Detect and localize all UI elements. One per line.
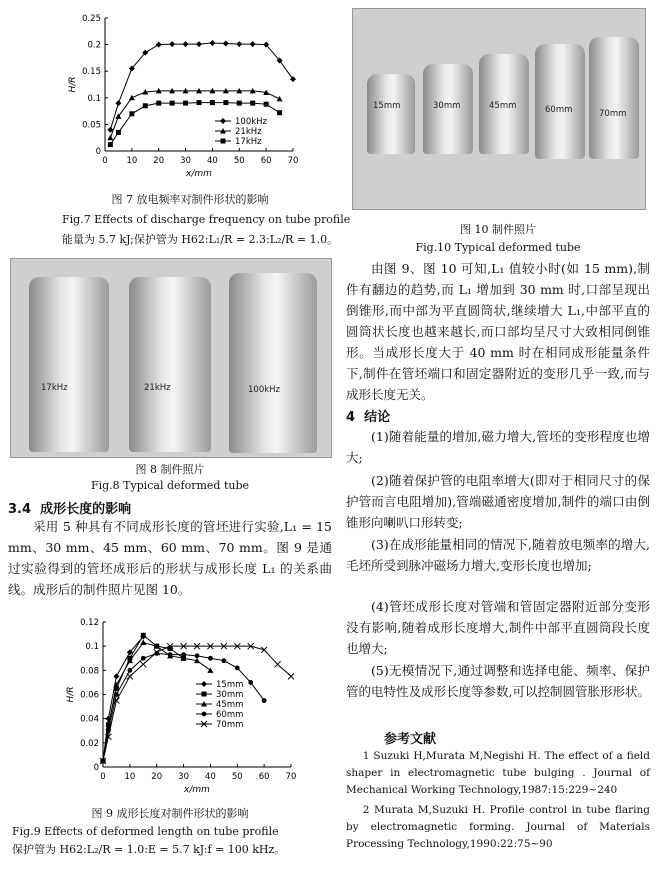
data-point	[209, 40, 215, 46]
legend-label: 100kHz	[235, 117, 267, 127]
data-point	[181, 652, 186, 657]
y-tick-label: 0.25	[82, 14, 101, 24]
fig7-caption-en: Fig.7 Effects of discharge frequency on tube profile	[62, 213, 351, 226]
data-point	[129, 111, 134, 116]
fig7-chart	[60, 8, 310, 178]
data-point	[140, 640, 146, 646]
data-point	[250, 41, 256, 47]
data-point	[143, 103, 148, 108]
fig8-caption-en: Fig.8 Typical deformed tube	[90, 479, 250, 492]
fig8-label: 100kHz	[248, 385, 280, 395]
x-tick-label: 60	[260, 156, 272, 166]
x-tick-label: 40	[205, 772, 216, 782]
x-tick-label: 10	[124, 772, 136, 782]
fig9-chart	[58, 614, 308, 799]
legend-label: 45mm	[216, 700, 244, 710]
result-paragraph: 由图 9、图 10 可知,L₁ 值较小时(如 15 mm),制件有翻边的趋势,而 L₁ 增加到 30 mm 时,口部呈现出倒锥形,而中部为平直圆筒状,继续增大 L₁,中部平直的圆筒状长度也越来越长,而口部均呈尺寸大致相同倒锥形。当成形长度大于 40 mm 时在相同成形能量条件下,制件在管坯端口和固定器附近的变形几乎一致,而与成形长度无关。	[346, 261, 650, 402]
legend-marker	[221, 139, 226, 144]
y-tick-label: 0.2	[87, 40, 101, 51]
data-point	[277, 96, 283, 102]
x-tick-label: 60	[258, 772, 270, 782]
fig10-label: 45mm	[489, 101, 517, 111]
fig10-label: 15mm	[373, 101, 401, 111]
y-tick-label: 0	[95, 147, 101, 157]
data-point	[156, 101, 161, 106]
data-point	[207, 667, 213, 673]
y-tick-label: 0.08	[80, 666, 99, 677]
fig10-caption-en: Fig.10 Typical deformed tube	[415, 241, 581, 254]
fig8-label: 17kHz	[41, 383, 68, 393]
fig8-caption-cn: 图 8 制件照片	[135, 463, 205, 476]
tube-70mm	[589, 37, 639, 159]
data-point	[264, 102, 269, 107]
legend-label: 30mm	[216, 690, 244, 700]
data-point	[208, 656, 213, 661]
legend-marker	[220, 118, 226, 124]
data-point	[115, 100, 121, 106]
y-tick-label: 0.06	[80, 690, 99, 701]
data-point	[114, 692, 119, 697]
section4-heading	[346, 406, 390, 425]
y-tick-label: 0.04	[80, 714, 99, 725]
y-tick-label: 0.05	[82, 120, 101, 131]
data-point	[197, 100, 202, 105]
data-point	[116, 130, 121, 135]
series-line	[103, 637, 143, 761]
x-tick-label: 10	[126, 156, 138, 166]
fig10-label: 30mm	[433, 101, 461, 111]
conclusion-2: (2)随着保护管的电阻率增大(即对于相同尺寸的保护管而言电阻增加),管端磁通密度增加,制件的端口由倒锥形向喇叭口形转变;	[346, 473, 650, 530]
x-tick-label: 30	[180, 156, 191, 166]
data-point	[250, 101, 255, 106]
fig10-photo	[352, 8, 646, 210]
legend-label: 60mm	[216, 710, 244, 720]
series-line	[103, 643, 210, 761]
x-tick-label: 70	[287, 156, 299, 166]
x-axis-title: x/mm	[184, 785, 210, 795]
data-point	[168, 652, 173, 657]
data-point	[236, 41, 242, 47]
data-point	[127, 668, 132, 673]
reference-2: 2 Murata M,Suzuki H. Profile control in tube flaring by electromagnetic forming. Journal of Materials Processing Technology,1990:22:75~90	[346, 804, 650, 850]
legend-label: 17kHz	[235, 137, 262, 147]
y-tick-label: 0.15	[82, 67, 101, 78]
data-point	[183, 101, 188, 106]
tube-60mm	[535, 44, 585, 159]
y-tick-label: 0.1	[87, 93, 101, 104]
y-tick-label: 0.1	[85, 642, 99, 653]
legend-label: 15mm	[216, 680, 244, 690]
fig9-caption-en: Fig.9 Effects of deformed length on tube profile	[12, 825, 279, 838]
data-point	[196, 41, 202, 47]
fig7-note: 能量为 5.7 kJ;保护管为 H62:L₁/R = 2.3:L₂/R = 1.0。	[62, 233, 339, 246]
fig10-label: 70mm	[599, 109, 627, 119]
data-point	[223, 100, 228, 105]
data-point	[277, 110, 282, 115]
fig9-note: 保护管为 H62:L₂/R = 1.0:E = 5.7 kJ:f = 100 kHz。	[12, 843, 286, 856]
y-tick-label: 0	[93, 763, 99, 773]
tube-100khz	[229, 273, 317, 453]
data-point	[262, 698, 267, 703]
x-axis-title: x/mm	[186, 169, 212, 178]
y-axis-title: H/R	[66, 686, 76, 703]
legend-marker	[202, 712, 207, 717]
section4-title: 结论	[364, 410, 391, 425]
section-heading	[8, 498, 131, 517]
y-tick-label: 0.02	[80, 738, 99, 749]
tube-21khz	[129, 277, 211, 452]
fig7-caption-cn: 图 7 放电频率对制件形状的影响	[111, 193, 269, 206]
data-point	[170, 101, 175, 106]
fig10-label: 60mm	[545, 105, 573, 115]
reference-1: 1 Suzuki H,Murata M,Negishi H. The effect of a field shaper in electromagnetic tube bulging . Journal of Mechanical Working Technology,1987:15:229~240	[346, 750, 650, 796]
section-paragraph: 采用 5 种具有不同成形长度的管坯进行实验,L₁ = 15 mm、30 mm、45 mm、60 mm、70 mm。图 9 是通过实验得到的管坯成形后的形状与成形长度 L₁ 的关系曲线。成形后的制件照片见图 10。	[8, 519, 332, 597]
x-tick-label: 20	[151, 772, 163, 782]
fig10-caption-cn: 图 10 制件照片	[460, 223, 536, 236]
section-title: 成形长度的影响	[40, 502, 132, 517]
data-point	[248, 680, 253, 685]
x-tick-label: 50	[231, 772, 243, 782]
tube-15mm	[367, 74, 415, 154]
data-point	[195, 653, 200, 658]
legend-marker	[201, 681, 207, 687]
tube-17khz	[29, 277, 109, 452]
fig8-photo	[10, 258, 332, 458]
data-point	[156, 42, 162, 48]
data-point	[223, 41, 229, 47]
x-tick-label: 0	[100, 772, 106, 782]
conclusion-5: (5)无模情况下,通过调整和选择电能、频率、保护管的电特性及成形长度等参数,可以控制圆管胀形形状。	[346, 663, 650, 699]
x-tick-label: 30	[178, 772, 189, 782]
x-tick-label: 0	[102, 156, 108, 166]
data-point	[113, 673, 119, 679]
x-tick-label: 50	[233, 156, 245, 166]
conclusion-4: (4)管坯成形长度对管端和管固定器附近部分变形没有影响,随着成形长度增大,制件中部平直圆筒段长度也增大;	[346, 599, 650, 656]
x-tick-label: 70	[285, 772, 297, 782]
conclusion-3: (3)在成形能量相同的情况下,随着放电频率的增大,毛坯所受到脉冲磁场力增大,变形长度也增加;	[346, 537, 650, 573]
conclusion-1: (1)随着能量的增加,磁力增大,管坯的变形程度也增大;	[346, 429, 650, 465]
data-point	[107, 135, 113, 141]
data-point	[141, 656, 146, 661]
x-tick-label: 20	[153, 156, 165, 166]
data-point	[210, 100, 215, 105]
references-heading: 参考文献	[384, 732, 437, 747]
data-point	[108, 142, 113, 147]
y-axis-title: H/R	[68, 76, 78, 93]
fig8-label: 21kHz	[144, 383, 171, 393]
legend-label: 21kHz	[235, 127, 262, 137]
data-point	[237, 101, 242, 106]
x-tick-label: 40	[207, 156, 218, 166]
data-point	[235, 666, 240, 671]
data-point	[141, 633, 146, 638]
data-point	[221, 658, 226, 663]
section-number: 3.4	[8, 502, 32, 517]
fig9-caption-cn: 图 9 成形长度对制件形状的影响	[91, 807, 249, 820]
data-point	[169, 41, 175, 47]
section4-number: 4	[346, 410, 356, 425]
data-point	[129, 95, 135, 101]
legend-marker	[202, 692, 207, 697]
y-tick-label: 0.12	[80, 618, 99, 628]
data-point	[183, 41, 189, 47]
legend-label: 70mm	[216, 720, 244, 730]
